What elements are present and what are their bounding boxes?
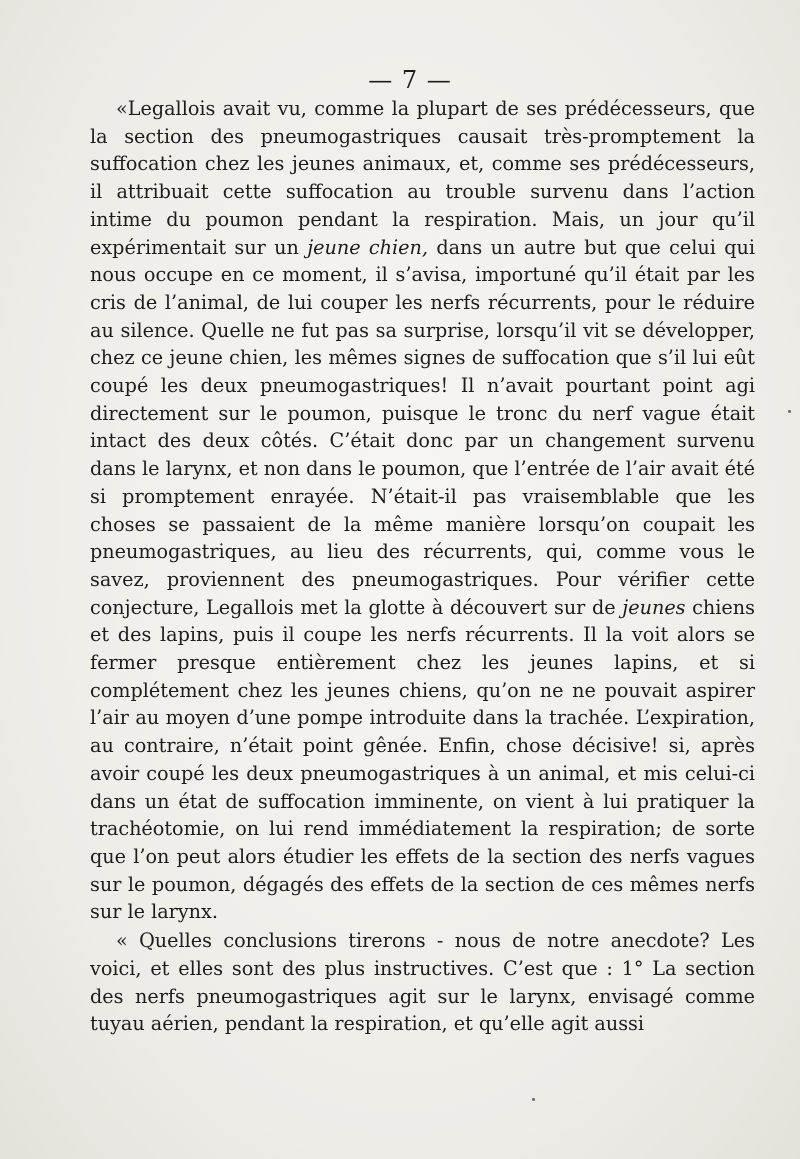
paragraph-legallois-experiment bbox=[90, 95, 755, 926]
ink-speck bbox=[532, 1098, 535, 1101]
text-segment: «Legallois avait vu, comme la plupart de ses prédécesseurs, que la section des pneumogastriques causait très-promptement la suffocation chez les jeunes animaux, et, comme ses prédécesseurs, il attribuait cette suffocation au trouble survenu dans l’action intime du poumon pendant la respiration. Mais, un jour qu’il expérimentait sur un bbox=[90, 97, 755, 259]
text-segment: chiens et des lapins, puis il coupe les nerfs récurrents. Il la voit alors se fermer presque entièrement chez les jeunes lapins, et si complétement chez les jeunes chiens, qu’on ne ne pouvait aspirer l’air au moyen d’une pompe introduite dans la trachée. L’expiration, au contraire, n’était point gênée. Enfin, chose décisive! si, après avoir coupé les deux pneumogastriques à un animal, et mis celui-ci dans un état de suffocation imminente, on vient à lui pratiquer la trachéotomie, on lui rend immédiatement la respiration; de sorte que l’on peut alors étudier les effets de la section des nerfs vagues sur le poumon, dégagés des effets de la section de ces mêmes nerfs sur le larynx. bbox=[90, 595, 755, 924]
text-segment: « Quelles conclusions tirerons - nous de notre anecdote? Les voici, et elles sont des plus instructives. C’est que : 1° La section des nerfs pneumogastriques agit sur le larynx, envisagé comme tuyau aérien, pendant la respiration, et qu’elle agit aussi bbox=[90, 929, 755, 1036]
body-text bbox=[90, 95, 755, 1038]
italic-phrase-jeune-chien: jeune chien, bbox=[307, 235, 428, 259]
italic-word-jeunes: jeunes bbox=[622, 595, 686, 619]
paragraph-conclusions bbox=[90, 927, 755, 1038]
page-number: — 7 — bbox=[368, 66, 452, 94]
ink-speck bbox=[788, 410, 791, 413]
text-segment: dans un autre but que celui qui nous occupe en ce moment, il s’avisa, importuné qu’il était par les cris de l’animal, de lui couper les nerfs récurrents, pour le réduire au silence. Quelle ne fut pas sa surprise, lorsqu’il vit se développer, chez ce jeune chien, les mêmes signes de suffocation que s’il lui eût coupé les deux pneumogastriques! Il n’avait pourtant point agi directement sur le poumon, puisque le tronc du nerf vague était intact des deux côtés. C’était donc par un changement survenu dans le larynx, et non dans le poumon, que l’entrée de l’air avait été si promptement enrayée. N’était-il pas vraisemblable que les choses se passaient de la même manière lorsqu’on coupait les pneumogastriques, au lieu des récurrents, qui, comme vous le savez, proviennent des pneumogastriques. Pour vérifier cette conjecture, Legallois met la glotte à découvert sur de bbox=[90, 235, 755, 619]
